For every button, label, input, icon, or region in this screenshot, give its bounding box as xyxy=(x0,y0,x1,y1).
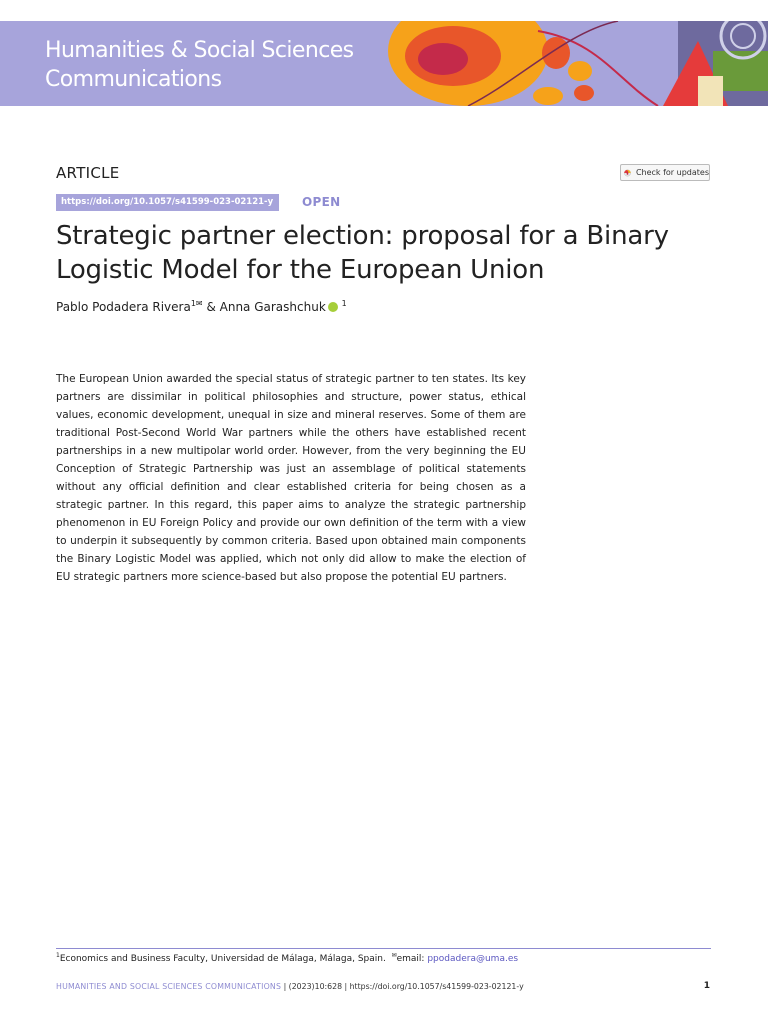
footer-citation: | (2023)10:628 | https://doi.org/10.1057/s41599-023-02121-y xyxy=(281,982,524,991)
check-updates-label: Check for updates xyxy=(635,168,709,177)
author-list xyxy=(56,300,347,314)
author-separator: & xyxy=(202,300,220,314)
abstract: The European Union awarded the special status of strategic partner to ten states. Its key partners are dissimilar in political philosophies and structure, power status, ethical values, economic development, unequal in size and mineral reserves. Some of them are traditional Post-Second World War partners while the others have established recent partnerships in a new multipolar world order. However, from the very beginning the EU Conception of Strategic Partnership was just an assemblage of political statements without any official definition and clear established criteria for being chosen as a strategic partner. In this regard, this paper aims to analyze the strategic partnership phenomenon in EU Foreign Policy and provide our own definition of the term with a view to underpin it subsequently by common criteria. Based upon obtained main components the Binary Logistic Model was applied, which not only did allow to make the election of EU strategic partners more science-based but also propose the potential EU partners. xyxy=(56,373,526,583)
author-affiliation-marker: 1✉ xyxy=(190,299,203,308)
journal-name-line2: Communications xyxy=(45,67,222,92)
check-for-updates-button[interactable] xyxy=(620,164,710,181)
author-name[interactable]: Anna Garashchuk xyxy=(219,300,326,314)
footnote-marker: 1 xyxy=(56,952,60,959)
journal-banner xyxy=(0,21,768,106)
paper-title: Strategic partner election: proposal for a Binary Logistic Model for the European Union xyxy=(56,221,669,285)
affiliation-footnote xyxy=(56,954,518,964)
orcid-icon[interactable] xyxy=(328,302,338,312)
doi-link[interactable]: https://doi.org/10.1057/s41599-023-02121-y xyxy=(56,194,279,211)
footer-journal-name: HUMANITIES AND SOCIAL SCIENCES COMMUNICATIONS xyxy=(56,982,282,991)
journal-name-line1: Humanities & Social Sciences xyxy=(45,38,354,63)
footnote-divider xyxy=(56,948,711,949)
check-updates-icon xyxy=(624,167,631,179)
open-access-label: OPEN xyxy=(302,195,341,209)
author-name[interactable]: Pablo Podadera Rivera xyxy=(56,300,191,314)
affiliation-text: Economics and Business Faculty, Universidad de Málaga, Málaga, Spain. xyxy=(59,954,386,964)
banner-artwork xyxy=(368,21,768,106)
email-label: email: xyxy=(396,954,425,964)
journal-name[interactable] xyxy=(45,36,354,94)
page-number: 1 xyxy=(703,981,710,991)
email-link[interactable]: ppodadera@uma.es xyxy=(427,954,519,964)
author-affiliation-marker: 1 xyxy=(341,299,347,308)
email-marker: ✉ xyxy=(391,952,397,959)
page-footer xyxy=(56,982,711,991)
article-type: ARTICLE xyxy=(56,164,120,182)
